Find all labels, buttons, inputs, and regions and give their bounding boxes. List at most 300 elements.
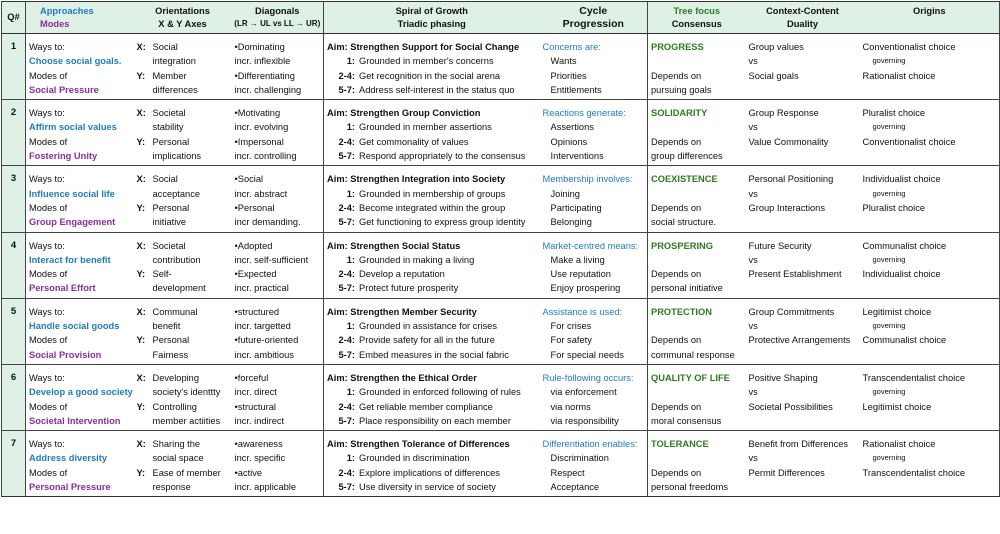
cycle-item-2: Use reputation — [550, 269, 611, 280]
phase-3-text: Embed measures in the social fabric — [359, 349, 509, 360]
cycle-item-3: Belonging — [550, 217, 592, 228]
duality-content: Value Commonality — [748, 136, 829, 147]
duality-context: Personal Positioning — [748, 174, 834, 185]
diagonals-cell — [232, 232, 324, 298]
cycle-item-1: Discrimination — [550, 453, 609, 464]
row-number: 6 — [2, 364, 26, 430]
aim-text: Aim: Strengthen Support for Social Change — [327, 42, 520, 52]
x-axis-line-2: social space — [152, 453, 204, 464]
x-axis-line-1: Social — [152, 174, 178, 185]
phase-1-label: 1: — [346, 122, 356, 133]
diagonal-line-1: •Motivating — [234, 108, 281, 119]
phase-1-text: Grounded in membership of groups — [359, 188, 506, 199]
duality-content: Group Interactions — [748, 202, 825, 213]
header-context-content: Context-Content Duality — [746, 2, 860, 34]
duality-content: Permit Differences — [748, 467, 825, 478]
aim-text: Aim: Strengthen Integration into Society — [327, 174, 506, 185]
duality-cell — [746, 431, 860, 497]
diagonal-line-2: incr. self-sufficient — [234, 254, 309, 265]
x-axis-line-1: Social — [152, 42, 178, 52]
phase-1-label: 1: — [346, 387, 356, 398]
modes-of-label: Modes of — [29, 70, 68, 81]
axes-cell — [150, 232, 232, 298]
ways-to-label: Ways to: — [29, 174, 65, 185]
phase-2-text: Become integrated within the group — [359, 202, 506, 213]
tree-focus-cell — [648, 431, 746, 497]
aim-text: Aim: Strengthen the Ethical Order — [327, 372, 477, 383]
x-axis-label: X: — [136, 439, 146, 450]
aim-text: Aim: Strengthen Group Conviction — [327, 108, 481, 119]
cycle-item-3: via responsibility — [550, 415, 619, 426]
duality-cell — [746, 166, 860, 232]
phase-3-text: Protect future prosperity — [359, 283, 459, 294]
modes-of-label: Modes of — [29, 401, 68, 412]
y-axis-line-1: Personal — [152, 202, 190, 213]
phase-2-label: 2-4: — [338, 335, 356, 346]
axis-keys — [134, 431, 150, 497]
duality-cell — [746, 298, 860, 364]
tree-focus-value: PROSPERING — [651, 240, 714, 251]
header-row — [2, 2, 1000, 34]
cycle-item-2: For safety — [550, 335, 592, 346]
diagonal-line-4: incr. controlling — [234, 151, 297, 162]
diagonal-line-3: •Impersonal — [234, 136, 284, 147]
tree-focus-value: SOLIDARITY — [651, 108, 708, 119]
x-axis-label: X: — [136, 174, 146, 185]
axes-cell — [150, 431, 232, 497]
approach-cell — [26, 431, 134, 497]
phase-3-text: Address self-interest in the status quo — [359, 84, 515, 95]
cycle-item-3: Entitlements — [550, 84, 602, 95]
cycle-heading: Differentiation enables: — [542, 439, 638, 450]
cycle-cell — [540, 100, 648, 166]
tree-focus-cell — [648, 298, 746, 364]
y-axis-label: Y: — [136, 269, 146, 280]
row-number: 5 — [2, 298, 26, 364]
header-origins: Origins — [860, 2, 1000, 34]
phase-1-text: Grounded in discrimination — [359, 453, 470, 464]
depends-on-value: personal initiative — [651, 283, 723, 294]
header-diagonals: Diagonals (LR → UL vs LL → UR) — [232, 2, 324, 34]
origin-primary: Conventionalist choice — [862, 42, 956, 52]
phase-2-label: 2-4: — [338, 136, 356, 147]
depends-on-value: communal response — [651, 349, 735, 360]
progression-table — [1, 1, 1000, 497]
x-axis-line-1: Developing — [152, 372, 200, 383]
y-axis-line-2: initiative — [152, 217, 187, 228]
origin-secondary: Legitimist choice — [862, 401, 932, 412]
tree-focus-value: PROTECTION — [651, 306, 712, 317]
origins-cell — [860, 232, 1000, 298]
phase-3-label: 5-7: — [338, 217, 356, 228]
axes-cell — [150, 34, 232, 100]
header-tree-focus: Tree focus Consensus — [648, 2, 746, 34]
governing-label: governing — [872, 122, 906, 132]
diagonal-line-3: •structural — [234, 401, 277, 412]
duality-content: Social goals — [748, 70, 799, 81]
origins-cell — [860, 298, 1000, 364]
x-axis-label: X: — [136, 42, 146, 52]
phase-3-label: 5-7: — [338, 151, 356, 162]
tree-focus-cell — [648, 166, 746, 232]
y-axis-label: Y: — [136, 401, 146, 412]
diagonal-line-1: •awareness — [234, 439, 283, 450]
cycle-item-2: via norms — [550, 401, 591, 412]
x-axis-line-2: acceptance — [152, 188, 201, 199]
ways-to-label: Ways to: — [29, 439, 65, 450]
approach-cell — [26, 232, 134, 298]
tree-focus-cell — [648, 34, 746, 100]
y-axis-line-1: Self- — [152, 269, 172, 280]
table-row — [2, 166, 1000, 232]
cycle-item-2: Opinions — [550, 136, 588, 147]
y-axis-line-1: Member — [152, 70, 187, 81]
duality-cell — [746, 100, 860, 166]
row-number: 4 — [2, 232, 26, 298]
ways-to-label: Ways to: — [29, 240, 65, 251]
diagonal-line-4: incr. indirect — [234, 415, 285, 426]
x-axis-label: X: — [136, 306, 146, 317]
x-axis-line-1: Sharing the — [152, 439, 201, 450]
axes-cell — [150, 298, 232, 364]
phase-2-text: Provide safety for all in the future — [359, 335, 495, 346]
phase-2-label: 2-4: — [338, 269, 356, 280]
origin-primary: Communalist choice — [862, 240, 947, 251]
approach-cell — [26, 298, 134, 364]
diagonal-line-2: incr. evolving — [234, 122, 289, 133]
duality-vs: vs — [748, 122, 758, 133]
tree-focus-cell — [648, 232, 746, 298]
diagonals-cell — [232, 431, 324, 497]
approach-text: Interact for benefit — [29, 254, 111, 265]
phase-2-text: Explore implications of differences — [359, 467, 500, 478]
diagonal-line-3: •Personal — [234, 202, 275, 213]
phase-1-label: 1: — [346, 188, 356, 199]
phase-3-text: Use diversity in service of society — [359, 482, 496, 493]
cycle-cell — [540, 431, 648, 497]
duality-vs: vs — [748, 453, 758, 464]
cycle-item-1: Wants — [550, 56, 577, 67]
duality-vs: vs — [748, 254, 758, 265]
ways-to-label: Ways to: — [29, 372, 65, 383]
modes-of-label: Modes of — [29, 467, 68, 478]
phase-2-text: Develop a reputation — [359, 269, 445, 280]
x-axis-label: X: — [136, 108, 146, 119]
diagonal-line-2: incr. inflexible — [234, 56, 291, 67]
tree-focus-cell — [648, 100, 746, 166]
approach-text: Affirm social values — [29, 122, 117, 133]
phase-2-text: Get commonality of values — [359, 136, 469, 147]
origins-cell — [860, 100, 1000, 166]
diagonal-line-1: •Dominating — [234, 42, 285, 52]
depends-on-value: social structure. — [651, 217, 717, 228]
origins-cell — [860, 34, 1000, 100]
tree-focus-value: PROGRESS — [651, 42, 704, 52]
phase-1-text: Grounded in making a living — [359, 254, 475, 265]
duality-context: Group Commitments — [748, 306, 835, 317]
phase-3-text: Get functioning to express group identity — [359, 217, 526, 228]
axes-cell — [150, 166, 232, 232]
header-cycle: Cycle Progression — [540, 2, 648, 34]
governing-label: governing — [872, 387, 906, 397]
depends-on-value: moral consensus — [651, 415, 722, 426]
diagonal-line-1: •Social — [234, 174, 264, 185]
axis-keys — [134, 364, 150, 430]
axis-keys — [134, 34, 150, 100]
phase-3-text: Place responsibility on each member — [359, 415, 511, 426]
ways-to-label: Ways to: — [29, 42, 65, 52]
x-axis-line-2: society's identtty — [152, 387, 221, 398]
mode-text: Social Provision — [29, 349, 102, 360]
governing-label: governing — [872, 321, 906, 331]
modes-of-label: Modes of — [29, 136, 68, 147]
cycle-item-3: Enjoy prospering — [550, 283, 621, 294]
aim-text: Aim: Strengthen Member Security — [327, 306, 477, 317]
cycle-item-1: Assertions — [550, 122, 594, 133]
cycle-heading: Assistance is used: — [542, 306, 623, 317]
approach-cell — [26, 166, 134, 232]
origin-secondary: Conventionalist choice — [862, 136, 956, 147]
tree-focus-value: TOLERANCE — [651, 439, 709, 450]
duality-content: Protective Arrangements — [748, 335, 851, 346]
tree-focus-value: QUALITY OF LIFE — [651, 372, 730, 383]
spiral-cell — [324, 166, 540, 232]
diagonal-line-4: incr. challenging — [234, 84, 302, 95]
cycle-item-3: Acceptance — [550, 482, 600, 493]
approach-cell — [26, 364, 134, 430]
phase-1-label: 1: — [346, 254, 356, 265]
depends-on-label: Depends on — [651, 136, 702, 147]
cycle-item-3: For special needs — [550, 349, 624, 360]
spiral-cell — [324, 232, 540, 298]
x-axis-label: X: — [136, 372, 146, 383]
y-axis-line-2: Fairness — [152, 349, 189, 360]
modes-of-label: Modes of — [29, 335, 68, 346]
phase-3-label: 5-7: — [338, 84, 356, 95]
origin-primary: Rationalist choice — [862, 439, 936, 450]
phase-1-text: Grounded in assistance for crises — [359, 321, 497, 332]
phase-2-label: 2-4: — [338, 467, 356, 478]
table-row — [2, 232, 1000, 298]
depends-on-label: Depends on — [651, 467, 702, 478]
diagonal-line-2: incr. targetted — [234, 321, 291, 332]
diagonal-line-2: incr. direct — [234, 387, 277, 398]
row-number: 7 — [2, 431, 26, 497]
governing-label: governing — [872, 453, 906, 463]
phase-2-label: 2-4: — [338, 401, 356, 412]
approach-cell — [26, 100, 134, 166]
duality-cell — [746, 364, 860, 430]
diagonal-line-1: •forceful — [234, 372, 269, 383]
header-spiral: Spiral of Growth Triadic phasing — [324, 2, 540, 34]
spiral-cell — [324, 298, 540, 364]
x-axis-label: X: — [136, 240, 146, 251]
cycle-cell — [540, 364, 648, 430]
spiral-cell — [324, 100, 540, 166]
axes-cell — [150, 100, 232, 166]
cycle-cell — [540, 232, 648, 298]
governing-label: governing — [872, 56, 906, 66]
phase-1-label: 1: — [346, 321, 356, 332]
approach-text: Influence social life — [29, 188, 115, 199]
cycle-heading: Concerns are: — [542, 42, 601, 52]
ways-to-label: Ways to: — [29, 306, 65, 317]
diagonals-cell — [232, 100, 324, 166]
phase-1-text: Grounded in enforced following of rules — [359, 387, 521, 398]
table-row — [2, 431, 1000, 497]
spiral-cell — [324, 431, 540, 497]
phase-1-label: 1: — [346, 453, 356, 464]
duality-vs: vs — [748, 56, 758, 67]
mode-text: Social Pressure — [29, 84, 99, 95]
row-number: 3 — [2, 166, 26, 232]
governing-label: governing — [872, 254, 906, 264]
y-axis-label: Y: — [136, 202, 146, 213]
depends-on-label: Depends on — [651, 202, 702, 213]
origins-cell — [860, 431, 1000, 497]
origin-secondary: Communalist choice — [862, 335, 947, 346]
diagonal-line-2: incr. specific — [234, 453, 286, 464]
phase-2-label: 2-4: — [338, 70, 356, 81]
phase-3-label: 5-7: — [338, 482, 356, 493]
phase-2-text: Get reliable member compliance — [359, 401, 493, 412]
duality-content: Societal Possibilities — [748, 401, 833, 412]
phase-3-label: 5-7: — [338, 415, 356, 426]
tree-focus-cell — [648, 364, 746, 430]
depends-on-value: pursuing goals — [651, 84, 712, 95]
mode-text: Personal Effort — [29, 283, 96, 294]
duality-cell — [746, 34, 860, 100]
diagonal-line-3: •Expected — [234, 269, 277, 280]
table-row — [2, 34, 1000, 100]
depends-on-label: Depends on — [651, 401, 702, 412]
tree-focus-value: COEXISTENCE — [651, 174, 718, 185]
y-axis-line-1: Ease of member — [152, 467, 221, 478]
axis-keys — [134, 298, 150, 364]
y-axis-line-2: differences — [152, 84, 198, 95]
approach-text: Choose social goals. — [29, 56, 122, 67]
cycle-item-1: via enforcement — [550, 387, 617, 398]
approach-text: Develop a good society — [29, 387, 133, 398]
origin-secondary: Transcendentalist choice — [862, 467, 966, 478]
diagonals-cell — [232, 34, 324, 100]
y-axis-line-2: member actiities — [152, 415, 221, 426]
origins-cell — [860, 364, 1000, 430]
table-row — [2, 100, 1000, 166]
mode-text: Personal Pressure — [29, 482, 111, 493]
phase-1-label: 1: — [346, 56, 356, 67]
cycle-heading: Membership involves: — [542, 174, 633, 185]
phase-2-text: Get recognition in the social arena — [359, 70, 501, 81]
diagonal-line-1: •structured — [234, 306, 280, 317]
y-axis-line-2: response — [152, 482, 191, 493]
approach-text: Address diversity — [29, 453, 108, 464]
diagonals-cell — [232, 364, 324, 430]
mode-text: Group Engagement — [29, 217, 116, 228]
diagonal-line-1: •Adopted — [234, 240, 273, 251]
phase-3-label: 5-7: — [338, 283, 356, 294]
ways-to-label: Ways to: — [29, 108, 65, 119]
spiral-cell — [324, 34, 540, 100]
phase-3-label: 5-7: — [338, 349, 356, 360]
origin-primary: Individualist choice — [862, 174, 941, 185]
y-axis-label: Y: — [136, 467, 146, 478]
duality-vs: vs — [748, 321, 758, 332]
aim-text: Aim: Strengthen Social Status — [327, 240, 461, 251]
depends-on-label: Depends on — [651, 70, 702, 81]
x-axis-line-1: Communal — [152, 306, 198, 317]
x-axis-line-1: Societal — [152, 240, 186, 251]
duality-context: Future Security — [748, 240, 812, 251]
spiral-cell — [324, 364, 540, 430]
approach-cell — [26, 34, 134, 100]
axis-keys — [134, 232, 150, 298]
diagonal-line-2: incr. abstract — [234, 188, 288, 199]
depends-on-value: group differences — [651, 151, 723, 162]
cycle-item-1: Joining — [550, 188, 580, 199]
origins-cell — [860, 166, 1000, 232]
x-axis-line-2: benefit — [152, 321, 181, 332]
header-approaches: Approaches Modes — [26, 2, 134, 34]
diagonals-cell — [232, 166, 324, 232]
cycle-heading: Rule-following occurs: — [542, 372, 634, 383]
cycle-item-1: Make a living — [550, 254, 605, 265]
duality-context: Benefit from Differences — [748, 439, 849, 450]
y-axis-line-1: Personal — [152, 335, 190, 346]
mode-text: Fostering Unity — [29, 151, 98, 162]
cycle-item-2: Participating — [550, 202, 602, 213]
table-row — [2, 364, 1000, 430]
diagonal-line-4: incr. applicable — [234, 482, 297, 493]
diagonal-line-3: •Differentiating — [234, 70, 295, 81]
diagonal-line-3: •future-oriented — [234, 335, 299, 346]
axis-keys — [134, 100, 150, 166]
header-orientations: Orientations X & Y Axes — [134, 2, 232, 34]
origin-secondary: Rationalist choice — [862, 70, 936, 81]
y-axis-label: Y: — [136, 136, 146, 147]
x-axis-line-2: contribution — [152, 254, 201, 265]
origin-primary: Pluralist choice — [862, 108, 926, 119]
y-axis-line-1: Controlling — [152, 401, 197, 412]
y-axis-label: Y: — [136, 335, 146, 346]
depends-on-label: Depends on — [651, 335, 702, 346]
duality-context: Group values — [748, 42, 804, 52]
cycle-heading: Market-centred means: — [542, 240, 639, 251]
mode-text: Societal Intervention — [29, 415, 121, 426]
aim-text: Aim: Strengthen Tolerance of Differences — [327, 439, 510, 450]
cycle-cell — [540, 34, 648, 100]
diagonal-line-4: incr demanding. — [234, 217, 301, 228]
origin-secondary: Pluralist choice — [862, 202, 926, 213]
table-row — [2, 298, 1000, 364]
origin-primary: Legitimist choice — [862, 306, 932, 317]
duality-vs: vs — [748, 387, 758, 398]
phase-1-text: Grounded in member assertions — [359, 122, 492, 133]
diagonal-line-4: incr. ambitious — [234, 349, 294, 360]
x-axis-line-1: Societal — [152, 108, 186, 119]
approach-text: Handle social goods — [29, 321, 120, 332]
axes-cell — [150, 364, 232, 430]
depends-on-value: personal freedoms — [651, 482, 729, 493]
modes-of-label: Modes of — [29, 269, 68, 280]
phase-1-text: Grounded in member's concerns — [359, 56, 494, 67]
y-axis-line-2: development — [152, 283, 206, 294]
duality-context: Positive Shaping — [748, 372, 818, 383]
cycle-cell — [540, 298, 648, 364]
depends-on-label: Depends on — [651, 269, 702, 280]
x-axis-line-2: integration — [152, 56, 196, 67]
duality-cell — [746, 232, 860, 298]
